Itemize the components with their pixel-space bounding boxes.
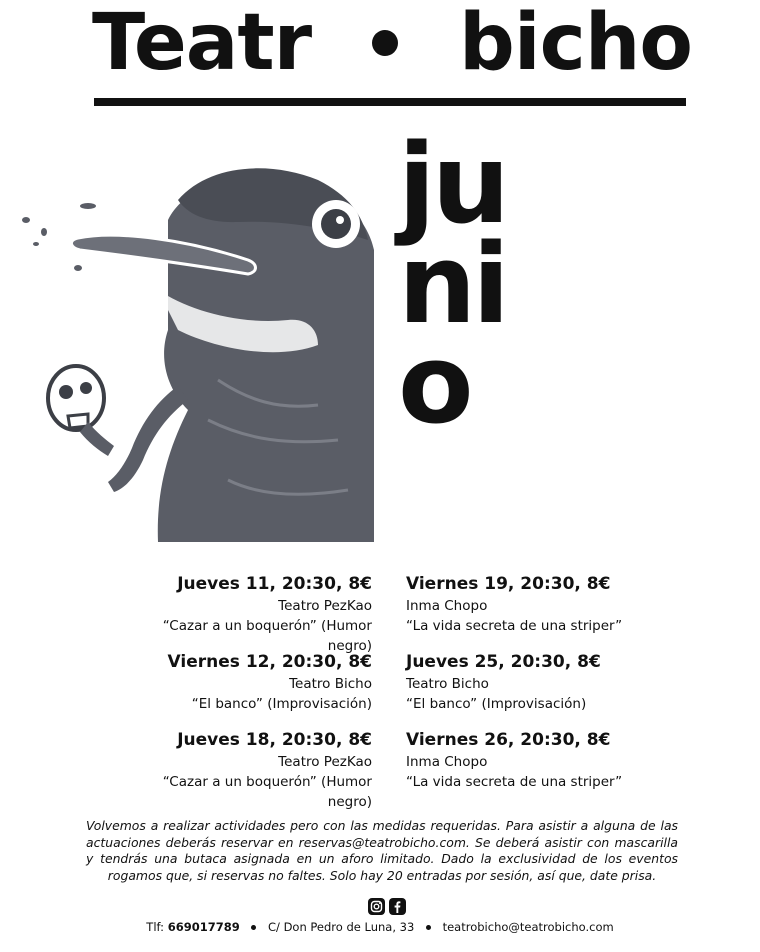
event-show: “La vida secreta de una striper” (406, 774, 623, 790)
title-word-teatr: Teatr (92, 0, 312, 88)
event-item (406, 572, 686, 650)
event-show: “Cazar a un boquerón” (Humor negro) (162, 774, 372, 810)
event-item (406, 650, 686, 728)
instagram-icon[interactable] (368, 898, 385, 915)
page-title (92, 0, 692, 86)
facebook-icon[interactable] (389, 898, 406, 915)
event-company: Teatro PezKao (278, 598, 372, 614)
event-company: Teatro Bicho (289, 676, 372, 692)
event-item (140, 650, 372, 728)
event-company: Teatro Bicho (406, 676, 489, 692)
event-show: “La vida secreta de una striper” (406, 618, 623, 634)
event-company: Teatro PezKao (278, 754, 372, 770)
toad-skull-illustration (18, 160, 374, 542)
event-show: “Cazar a un boquerón” (Humor negro) (162, 618, 372, 654)
event-date: Viernes 12, 20:30, 8€ (167, 652, 372, 672)
month-line-1: ju (398, 120, 507, 248)
phone-number[interactable]: 669017789 (167, 920, 240, 934)
event-company: Inma Chopo (406, 754, 488, 770)
title-word-bicho: bicho (459, 0, 692, 88)
phone-label: Tlf: (146, 920, 165, 934)
contact-footer (0, 918, 760, 936)
schedule-right-column (406, 572, 686, 806)
month-line-3: o (398, 320, 470, 448)
event-date: Jueves 25, 20:30, 8€ (406, 652, 601, 672)
event-show: “El banco” (Improvisación) (406, 696, 587, 712)
event-date: Viernes 19, 20:30, 8€ (406, 574, 611, 594)
event-date: Jueves 11, 20:30, 8€ (177, 574, 372, 594)
event-date: Jueves 18, 20:30, 8€ (177, 730, 372, 750)
title-dot (372, 30, 398, 56)
event-show: “El banco” (Improvisación) (191, 696, 372, 712)
month-title (398, 120, 598, 448)
event-item (140, 728, 372, 810)
reservation-note: Volvemos a realizar actividades pero con las medidas requeridas. Para asistir a alguna de las actuaciones deberás reservar en reservas@teatrobicho.com. Se deberá asistir con mascarilla y tendrás una butaca asignada en un aforo limitado. Dado la exclusividad de los eventos rogamos que, si reservas no faltes. Solo hay 20 entradas por sesión, así que, date prisa. (86, 818, 678, 883)
social-links (368, 898, 406, 915)
address: C/ Don Pedro de Luna, 33 (268, 920, 415, 934)
event-item (140, 572, 372, 654)
event-company: Inma Chopo (406, 598, 488, 614)
schedule-left-column (140, 572, 372, 810)
event-date: Viernes 26, 20:30, 8€ (406, 730, 611, 750)
month-line-2: ni (398, 220, 507, 348)
title-underline (94, 98, 686, 106)
footer-separator-dot (251, 925, 256, 930)
email-link[interactable]: teatrobicho@teatrobicho.com (442, 920, 614, 934)
event-item (406, 728, 686, 806)
footer-separator-dot (426, 925, 431, 930)
